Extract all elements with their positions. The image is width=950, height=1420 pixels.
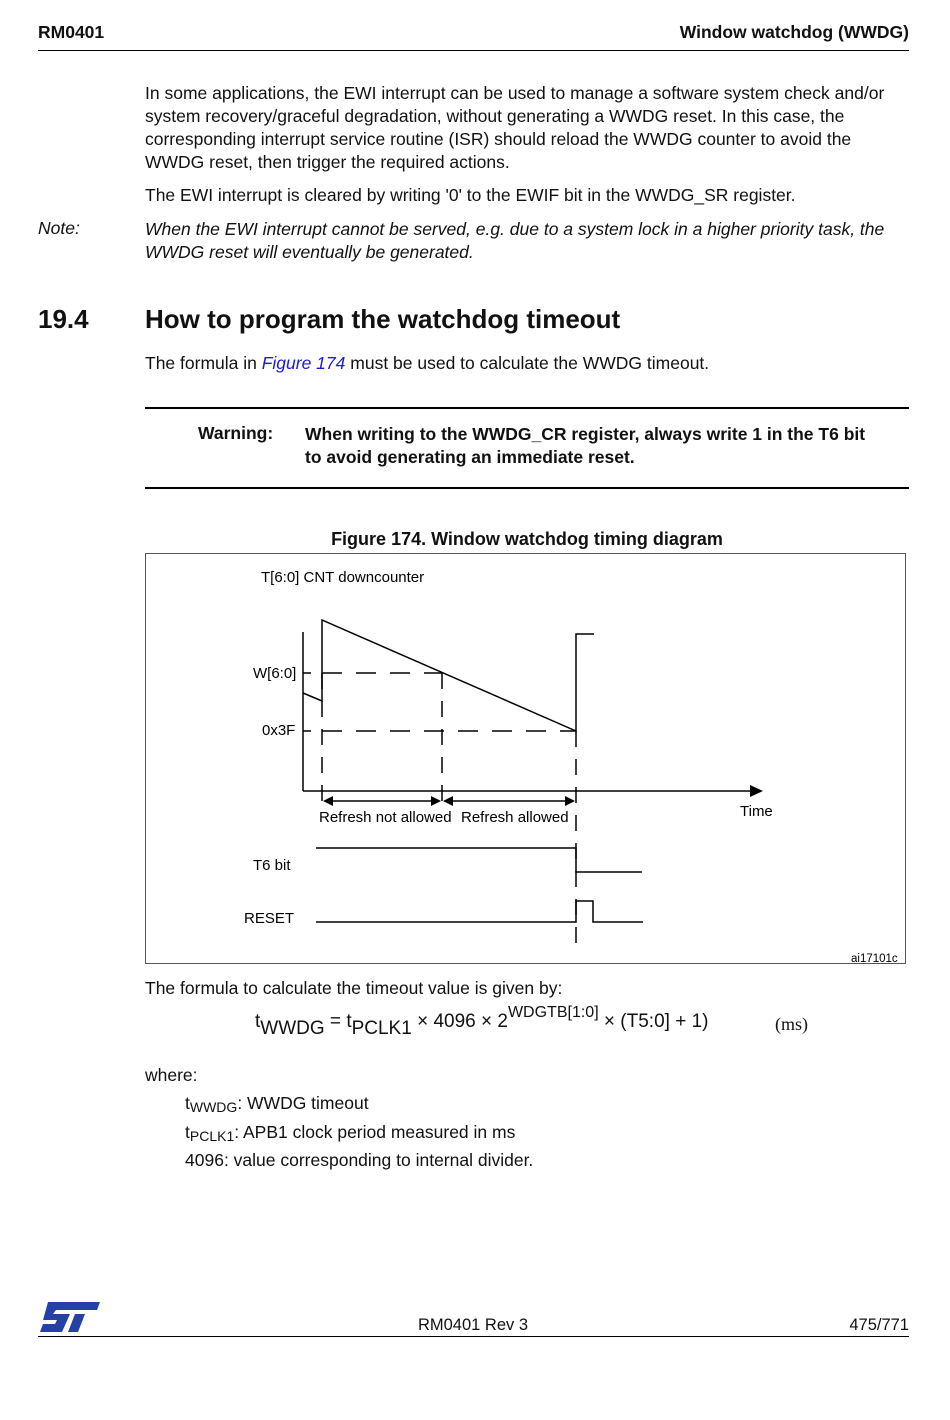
timing-diagram-svg bbox=[146, 554, 905, 963]
footer-page-number: 475/771 bbox=[849, 1316, 909, 1334]
warning-text: When writing to the WWDG_CR register, always write 1 in the T6 bit to avoid generating an immediate reset. bbox=[305, 424, 866, 467]
figure-caption: Figure 174. Window watchdog timing diagram bbox=[331, 529, 723, 549]
arrowhead-right-1 bbox=[431, 796, 441, 806]
note-label: Note: bbox=[38, 218, 80, 238]
formula-t2-sub: PCLK1 bbox=[351, 1018, 412, 1039]
timeout-formula bbox=[255, 1004, 708, 1040]
figure-174-link[interactable]: Figure 174 bbox=[261, 353, 346, 373]
refresh-allowed-label: Refresh allowed bbox=[461, 809, 569, 826]
formula-t: t bbox=[255, 1011, 261, 1032]
section-number: 19.4 bbox=[38, 304, 89, 334]
footer-revision: RM0401 Rev 3 bbox=[417, 1316, 529, 1334]
where-label: where: bbox=[145, 1065, 198, 1085]
where-item-symbol: t bbox=[185, 1093, 190, 1113]
level-w-label: W[6:0] bbox=[253, 665, 297, 682]
refresh-not-allowed-label: Refresh not allowed bbox=[319, 809, 452, 826]
arrowhead-left-1 bbox=[323, 796, 333, 806]
timing-diagram bbox=[145, 553, 906, 964]
paragraph-ewi-usage: In some applications, the EWI interrupt can be used to manage a software system check and/or system recovery/graceful degradation, without generating a WWDG reset. In this case, the corresponding interrupt service routine (ISR) should reload the WWDG counter to avoid the WWDG reset, then trigger the required actions. bbox=[145, 83, 885, 172]
t6-bit-label: T6 bit bbox=[253, 857, 291, 874]
reset-label: RESET bbox=[244, 910, 295, 927]
formula-eq: = bbox=[324, 1011, 347, 1032]
formula-t-sub: WWDG bbox=[260, 1018, 325, 1039]
warning-bottom-rule bbox=[145, 487, 909, 489]
warning-label: Warning: bbox=[198, 423, 274, 443]
formula-mult1: × 4096 × 2 bbox=[411, 1011, 508, 1032]
formula-mult2: × (T5:0] + 1) bbox=[598, 1011, 709, 1032]
where-item-twwdg bbox=[185, 1093, 369, 1115]
header-doc-id: RM0401 bbox=[38, 22, 105, 42]
paragraph-ewi-clear: The EWI interrupt is cleared by writing '0' to the EWIF bit in the WWDG_SR register. bbox=[145, 185, 796, 205]
reset-waveform bbox=[316, 901, 643, 922]
where-item-tpclk1 bbox=[185, 1122, 515, 1144]
where-item-desc: : APB1 clock period measured in ms bbox=[234, 1122, 516, 1142]
note-text: When the EWI interrupt cannot be served, e.g. due to a system lock in a higher priority task, the WWDG reset will eventually be generated. bbox=[145, 219, 885, 262]
formula-t2: t bbox=[346, 1011, 352, 1032]
arrowhead-right-2 bbox=[565, 796, 575, 806]
section-title: How to program the watchdog timeout bbox=[145, 304, 621, 334]
formula-exponent: WDGTB[1:0] bbox=[507, 1004, 599, 1021]
where-item-desc: : value corresponding to internal divider. bbox=[223, 1150, 534, 1170]
x-axis-arrowhead bbox=[750, 785, 763, 797]
formula-intro: The formula to calculate the timeout value is given by: bbox=[145, 978, 563, 998]
where-item-desc: : WWDG timeout bbox=[237, 1093, 369, 1113]
level-3f-label: 0x3F bbox=[262, 722, 296, 739]
x-axis-label: Time bbox=[740, 803, 773, 820]
formula-unit: (ms) bbox=[775, 1014, 808, 1034]
section-intro-after: must be used to calculate the WWDG timeout. bbox=[345, 353, 710, 373]
where-item-4096 bbox=[185, 1150, 533, 1171]
warning-top-rule bbox=[145, 407, 909, 409]
section-intro-before: The formula in bbox=[145, 353, 262, 373]
footer-rule bbox=[38, 1336, 909, 1337]
where-item-subscript: PCLK1 bbox=[189, 1128, 235, 1144]
arrowhead-left-2 bbox=[443, 796, 453, 806]
t6-bit-waveform bbox=[316, 848, 642, 872]
header-rule bbox=[38, 50, 909, 51]
figure-ref-code: ai17101c bbox=[851, 953, 898, 963]
where-item-symbol: 4096 bbox=[185, 1150, 224, 1170]
where-item-symbol: t bbox=[185, 1122, 190, 1142]
where-item-subscript: WWDG bbox=[189, 1099, 238, 1115]
counter-waveform bbox=[303, 620, 594, 731]
y-axis-label: T[6:0] CNT downcounter bbox=[261, 569, 425, 586]
header-section-title: Window watchdog (WWDG) bbox=[679, 22, 909, 42]
section-intro bbox=[145, 352, 915, 375]
